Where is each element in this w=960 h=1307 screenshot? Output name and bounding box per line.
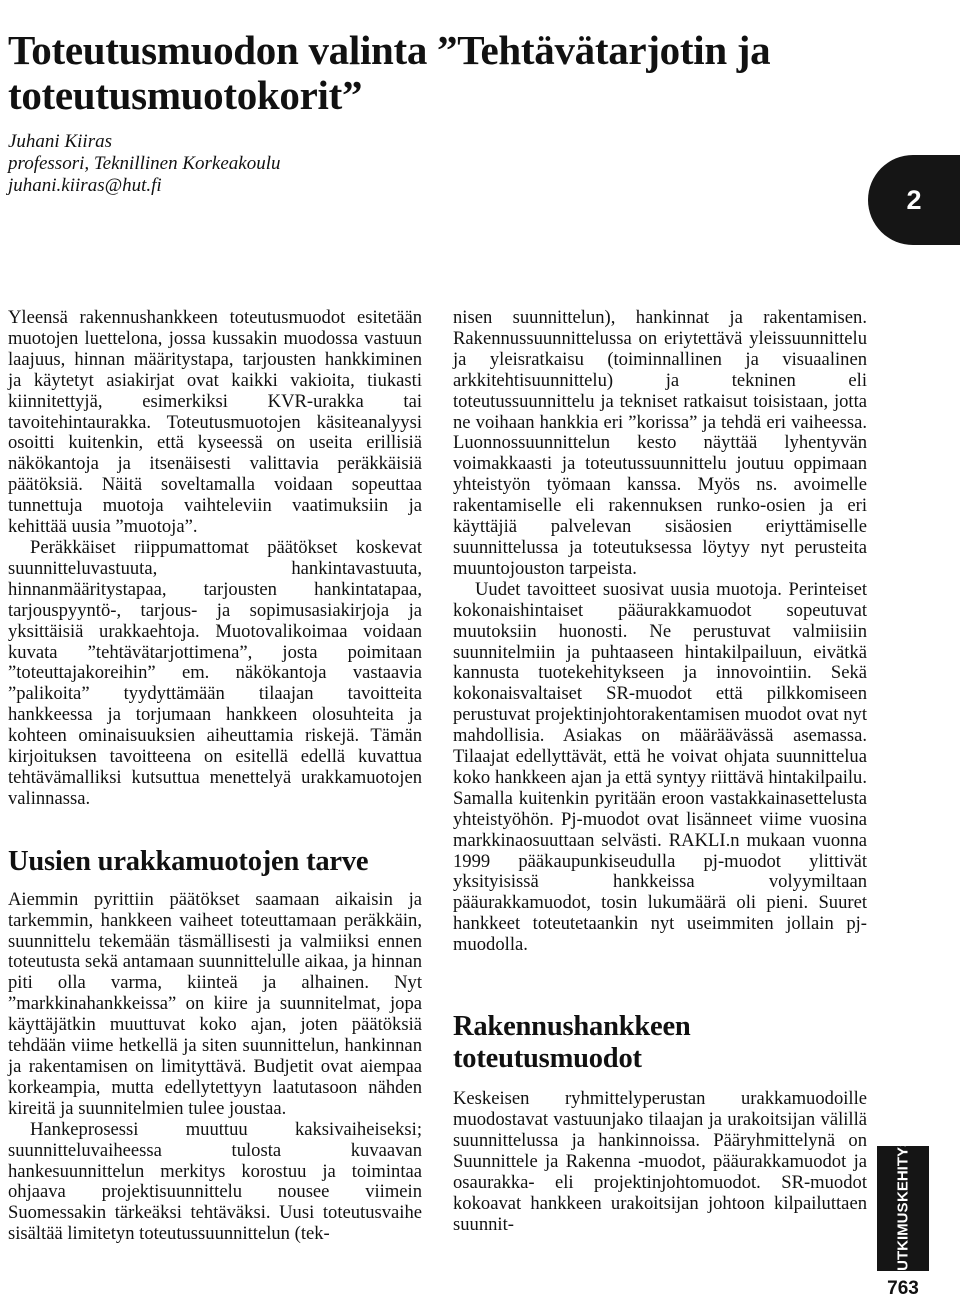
section-heading-line: toteutusmuodot (453, 1043, 642, 1075)
section-side-label (877, 1137, 929, 1280)
side-label-line: TUTKIMUS (894, 1202, 912, 1280)
paragraph: Uudet tavoitteet suosivat uusia muotoja. Perinteiset kokonaishintaiset pääurakkamuodot sopeutuvat muutoksiin huonosti. Ne perustuvat valmiisiin suunnitelmiin ja puhtaaseen hintakilpailuun, eivätkä kannusta tuotekehitykseen ja innovointiin. Sekä kokonaisvaltaiset SR-muodot että pilkkomiseen perustuvat projektinjohtorakentamisen muodot ovat nyt mahdollisia. Asiakas on määräävässä asemassa. Tilaajat edellyttävät, että he voivat ohjata suunnittelua koko hankkeen ajan ja että syntyy riittävä hintakilpailu. Samalla kuitenkin pyritään eroon vastakkainasettelusta yhteistyöhön. Pj-muodot ovat lisänneet viime vuosina markkinaosuuttaan selvästi. RAKLI.n mukaan vuonna 1999 pääkaupunkiseudulla pj-muodot ylittivät yksityisissä hankkeissa volyymiltaan pääurakkamuodot, tosin lukumäärä oli pieni. Suuret hankkeet toteutetaankin nyt useimmiten jollain pj-muodolla. (453, 578, 867, 956)
paragraph: Peräkkäiset riippumattomat päätökset koskevat suunnitteluvastuuta, hankintavastuuta, hinnanmääritystapaa, tarjousten hankintatapaa, tarjouspyyntö-, tarjous- ja sopimusasiakirjoja ja yksittäisiä urakkaehtoja. Muotovalikoimaa voidaan kuvata ”tehtävätarjottimena”, josta poimitaan ”toteuttajakoreihin” em. näkökantoja vastaavia ”palikoita” tyydyttämään tilaajan tavoitteita hankkeessa ja torjumaan hankkeen olosuhteita ja kohteen ominaisuuksien aiheuttamia riskejä. Tämän kirjoituksen tavoitteena on esitellä edellä kuvattua tehtävämalliksi kutsuttua menettelyä urakkamuotojen valinnassa. (8, 536, 422, 809)
paragraph: Keskeisen ryhmittelyperustan urakkamuodoille muodostavat vastuunjako tilaajan ja urakoitsijan välillä suunnittelussa ja hankinnoissa. Pääryhmittelynä on Suunnittele ja Rakenna -muodot, pääurakkamuodot ja osaurakka- eli projektinjohtomuodot. SR-muodot kokoavat hankkeen urakoitsijan johtoon kilpailuttaen suunnit- (453, 1088, 867, 1235)
chapter-tab (868, 155, 960, 245)
paragraph: Yleensä rakennushankkeen toteutusmuodot esitetään muotojen luettelona, jossa kussakin muodossa vastuun laajuus, hinnan määritystapa, tarjousten hankkiminen ja käytetyt asiakirjat ovat kaikki vakioita, tiukasti kiinnitettyjä, esimerkiksi KVR-urakka tai tavoitehintaurakka. Toteutusmuotojen käsiteanalyysi osoitti kuitenkin, että kyseessä on useita erillisiä näkökantoja ja itsenäisesti valittavia peräkkäisiä päätöksiä. Näitä soveltamalla voidaan sopeuttaa tunnettuja muotoja vaihteleviin vaatimuksiin ja kehittää uusia ”muotoja”. (8, 307, 422, 538)
column-left (8, 308, 422, 1245)
paragraph: Aiemmin pyrittiin päätökset saamaan aikaisin ja tarkemmin, hankkeen vaiheet toteuttamaan peräkkäin, suunnittelu tekemään täsmällisesti ja valmiiksi ennen toteutusta sekä antamaan suunnittelulle aikaa, ja hinnan piti olla varma, kiinteä ja alhainen. Nyt ”markkinahankkeissa” on kiire ja suunnitelmat, jopa käyttäjätkin muuttuvat koko ajan, joten päätöksiä tehdään viime hetkellä ja siten suunnittelun, hankinnan ja rakentamisen on limityttävä. Budjetit ovat aiempaa korkeampia, mutta edellytettyyn laatutasoon nähden kireitä ja suunnitelmien tulee joustaa. (8, 888, 422, 1119)
chapter-number: 2 (906, 184, 922, 215)
section-heading: Uusien urakkamuotojen tarve (8, 845, 369, 877)
paragraph: nisen suunnittelun), hankinnat ja rakentamisen. Rakennussuunnittelussa on eriytettävä yleissuunnittelu ja yleisratkaisu (toiminnallinen ja visuaalinen arkkitehtisuunnittelu) ja tekninen eli toteutussuunnittelu ja tekniset ratkaisut toisistaan, jotta ne voihaan hankkia eri ”korissa” ja tehdä eri vaiheessa. Luonnossuunnittelun kesto näyttää lyhentyvän voimakkaasti ja toteutussuunnittelu joutuu oppimaan yhteistyön työmaan kanssa. Myös ns. avoimelle rakentamiselle eli rakennuksen runko-osien ja eri käyttäjiä palvelevan sisäosien eriyttämiselle suunnittelussa ja toteutuksessa löytyy nyt perusteita muuntojouston tarpeista. (453, 307, 867, 579)
article-title: Toteutusmuodon valinta ”Tehtävätarjotin ja toteutusmuotokorit” (8, 27, 771, 118)
author-block (8, 131, 608, 197)
page-number: 763 (887, 1278, 919, 1299)
author-email: juhani.kiiras@hut.fi (8, 175, 162, 196)
author-role: professori, Teknillinen Korkeakoulu (8, 153, 281, 174)
side-label-line: KEHITYS (894, 1137, 912, 1203)
author-name: Juhani Kiiras (8, 131, 112, 152)
section-heading (453, 1011, 867, 1075)
paragraph: Hankeprosessi muuttuu kaksivaiheiseksi; suunnitteluvaiheessa tulosta kuvaavan hankesuunnittelun merkitys korostuu ja toimintaa ohjaava projektisuunnittelu nousee viimein Suomessakin tärkeäksi tehtäväksi. Uusi toteutusvaihe sisältää limitetyn toteutussuunnittelun (tek- (8, 1118, 422, 1245)
section-heading-line: Rakennushankkeen (453, 1011, 691, 1043)
column-right (453, 308, 867, 1235)
